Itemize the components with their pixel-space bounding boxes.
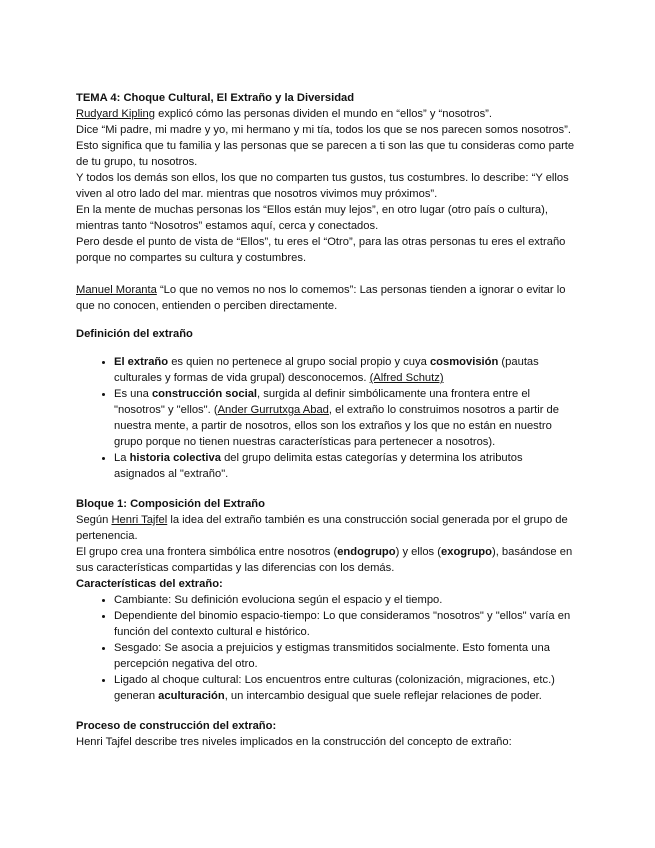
list-item: • La historia colectiva del grupo delimita estas categorías y determina los atributos asignados al "extraño".: [114, 450, 576, 482]
section-heading-bloque1: Bloque 1: Composición del Extraño: [76, 498, 265, 510]
intro-paragraph-2: Dice “Mi padre, mi madre y yo, mi hermano y mi tía, todos los que se nos parecen somos nosotros”. Esto significa que tu familia y las personas que se parecen a ti son las que tu consideras como parte de tu grupo, tu nosotros.: [76, 124, 575, 168]
author-link[interactable]: Rudyard Kipling: [76, 108, 155, 120]
section-heading-definicion: Definición del extraño: [76, 328, 193, 340]
section-heading-proceso: Proceso de construcción del extraño:: [76, 720, 277, 732]
author-link[interactable]: Manuel Moranta: [76, 284, 157, 296]
caracteristicas-list: [76, 592, 576, 704]
intro-paragraph-3: Y todos los demás son ellos, los que no comparten tus gustos, tus costumbres. lo describe: “Y ellos viven al otro lado del mar. mientras que nosotros vivimos muy próximos”.: [76, 172, 569, 200]
subheading-caracteristicas: Características del extraño:: [76, 578, 223, 590]
list-item: • Ligado al choque cultural: Los encuentros entre culturas (colonización, migraciones, etc.) generan aculturación, un intercambio desigual que suele reflejar relaciones de poder.: [114, 672, 576, 704]
document-title: TEMA 4: Choque Cultural, El Extraño y la Diversidad: [76, 92, 355, 104]
list-item: • El extraño es quien no pertenece al grupo social propio y cuya cosmovisión (pautas culturales y formas de vida grupal) desconocemos. (Alfred Schutz): [114, 354, 576, 386]
list-item: • Sesgado: Se asocia a prejuicios y estigmas transmitidos socialmente. Esto fomenta una percepción negativa del otro.: [114, 640, 576, 672]
document-page: [76, 90, 576, 750]
list-item: • Dependiente del binomio espacio-tiempo: Lo que consideramos "nosotros" y "ellos" varía en función del contexto cultural e histórico.: [114, 608, 576, 640]
author-link[interactable]: Henri Tajfel: [111, 514, 168, 526]
intro-paragraph-1: Rudyard Kipling explicó cómo las personas dividen el mundo en “ellos” y “nosotros”.: [76, 108, 493, 120]
reference-link[interactable]: (Alfred Schutz): [369, 372, 444, 384]
proceso-paragraph-1: Henri Tajfel describe tres niveles implicados en la construcción del concepto de extraño:: [76, 736, 512, 748]
moranta-paragraph: Manuel Moranta “Lo que no vemos no nos lo comemos”: Las personas tienden a ignorar o evitar lo que no conocen, entienden o perciben directamente.: [76, 284, 566, 312]
list-item: • Es una construcción social, surgida al definir simbólicamente una frontera entre el "nosotros" y "ellos". (Ander Gurrutxga Abad, el extraño lo construimos nosotros a partir de nuestra mente, a partir de nosotros, ellos son los extraños y los que no están en nuestro grupo porque no tienen nuestras características para pertenecer a nosotros).: [114, 386, 576, 450]
bloque1-paragraph-2: El grupo crea una frontera simbólica entre nosotros (endogrupo) y ellos (exogrupo), basándose en sus características compartidas y las diferencias con los demás.: [76, 546, 573, 574]
reference-link[interactable]: Ander Gurrutxga Abad: [217, 404, 329, 416]
bloque1-paragraph-1: Según Henri Tajfel la idea del extraño también es una construcción social generada por el grupo de pertenencia.: [76, 514, 568, 542]
definicion-list: [76, 354, 576, 482]
intro-paragraph-5: Pero desde el punto de vista de “Ellos”, tu eres el “Otro”, para las otras personas tu eres el extraño porque no compartes su cultura y costumbres.: [76, 236, 566, 264]
intro-paragraph-4: En la mente de muchas personas los “Ellos están muy lejos”, en otro lugar (otro país o cultura), mientras tanto “Nosotros” estamos aquí, cerca y conectados.: [76, 204, 548, 232]
list-item: • Cambiante: Su definición evoluciona según el espacio y el tiempo.: [114, 592, 576, 608]
